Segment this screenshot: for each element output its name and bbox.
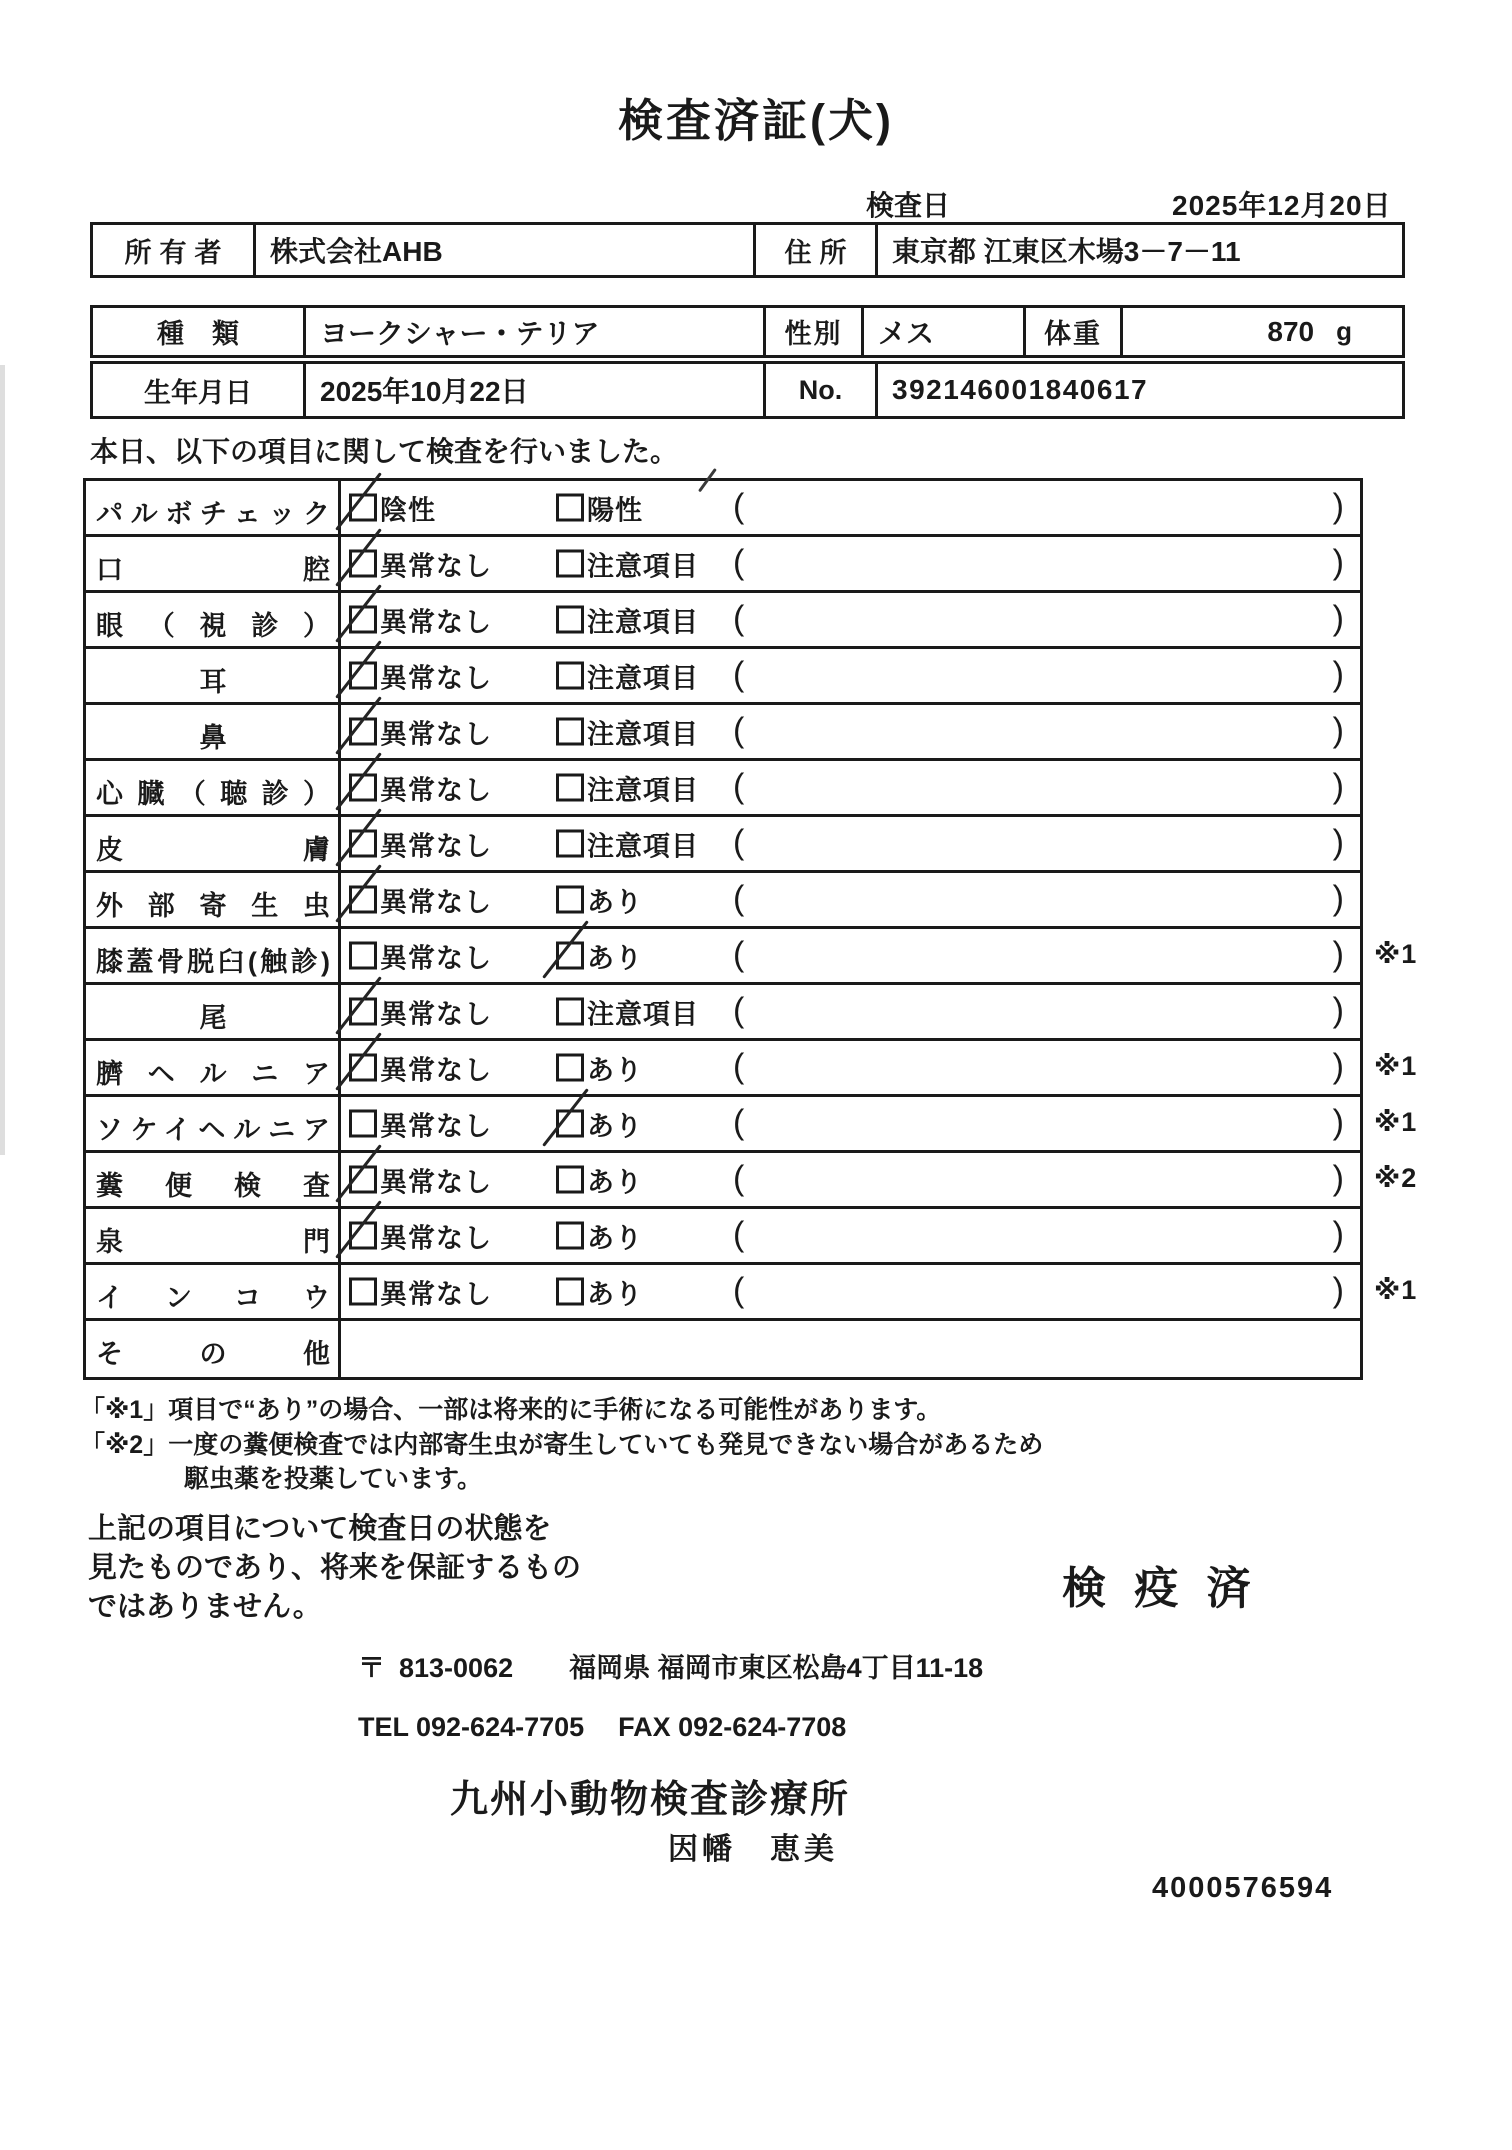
item-result [341, 761, 1360, 814]
checkbox-icon [556, 1222, 584, 1250]
option-2 [556, 880, 643, 919]
checklist-row [86, 1097, 1360, 1153]
item-name: 眼（視診） [86, 593, 341, 646]
paren-close: ) [1332, 935, 1344, 974]
option-label: あり [587, 1223, 643, 1253]
option-label: 異常なし [380, 551, 492, 581]
checkbox-icon [556, 606, 584, 634]
checklist-row [86, 1041, 1360, 1097]
item-result [341, 537, 1360, 590]
paren-close: ) [1332, 1271, 1344, 1310]
option-label: 注意項目 [587, 775, 699, 805]
item-name: インコウ [86, 1265, 341, 1318]
item-result [341, 1153, 1360, 1206]
checklist-row [86, 873, 1360, 929]
checklist-row [86, 1265, 1360, 1321]
paren-close: ) [1332, 1103, 1344, 1142]
option-label: 陰性 [380, 495, 436, 525]
checklist-row [86, 817, 1360, 873]
option-label: 異常なし [380, 831, 492, 861]
option-label: 異常なし [380, 663, 492, 693]
birthdate-label: 生年月日 [144, 377, 252, 408]
note-reference: ※1 [1374, 939, 1418, 969]
option-2 [556, 1104, 643, 1143]
option-2 [556, 992, 699, 1031]
checkbox-icon [349, 942, 377, 970]
footnote-2: 「※2」一度の糞便検査では内部寄生虫が寄生していても発見できない場合があるため [80, 1431, 1044, 1459]
option-1 [349, 600, 492, 639]
checkbox-icon [349, 1110, 377, 1138]
quarantine-stamp: 検 疫 済 [1062, 1564, 1259, 1613]
item-result [341, 1041, 1360, 1094]
paren-open: ( [733, 1159, 745, 1198]
checkbox-icon [556, 662, 584, 690]
checklist-row [86, 1321, 1360, 1377]
option-1 [349, 824, 492, 863]
paren-open: ( [733, 599, 745, 638]
item-result [341, 593, 1360, 646]
disclaimer-text [88, 1510, 581, 1627]
checkbox-icon [556, 1054, 584, 1082]
checklist-row [86, 705, 1360, 761]
disclaimer-line-3: ではありません。 [88, 1591, 322, 1623]
item-name: 鼻 [86, 705, 341, 758]
option-1 [349, 768, 492, 807]
checkbox-icon [556, 494, 584, 522]
item-name: 膝蓋骨脱臼(触診) [86, 929, 341, 982]
weight-cell [1120, 308, 1402, 355]
item-name: ソケイヘルニア [86, 1097, 341, 1150]
checkbox-icon [556, 1166, 584, 1194]
checklist-row [86, 985, 1360, 1041]
paren-open: ( [733, 711, 745, 750]
note-reference: ※1 [1374, 1275, 1418, 1305]
note-reference: ※2 [1374, 1163, 1418, 1193]
option-label: 注意項目 [587, 551, 699, 581]
intro-sentence: 本日、以下の項目に関して検査を行いました。 [90, 436, 679, 467]
checklist-row [86, 481, 1360, 537]
address-label: 住所 [753, 225, 875, 275]
item-result [341, 985, 1360, 1038]
paren-open: ( [733, 879, 745, 918]
item-result [341, 649, 1360, 702]
item-result [341, 929, 1360, 982]
paren-open: ( [733, 655, 745, 694]
item-name: 臍ヘルニア [86, 1041, 341, 1094]
paren-open: ( [733, 543, 745, 582]
option-1 [349, 936, 492, 975]
postal-code: 813-0062 [399, 1653, 514, 1683]
paren-open: ( [733, 935, 745, 974]
paren-close: ) [1332, 1215, 1344, 1254]
option-1 [349, 712, 492, 751]
paren-open: ( [733, 767, 745, 806]
option-2 [556, 1272, 643, 1311]
postal-mark-icon: 〒 [358, 1653, 385, 1683]
item-name: 泉門 [86, 1209, 341, 1262]
paren-close: ) [1332, 655, 1344, 694]
breed-label: 種類 [157, 319, 267, 349]
option-label: 注意項目 [587, 831, 699, 861]
checklist-row [86, 1209, 1360, 1265]
option-1 [349, 992, 492, 1031]
option-label: 異常なし [380, 1111, 492, 1141]
option-label: 異常なし [380, 1223, 492, 1253]
clinic-representative: 因幡 恵美 [668, 1833, 838, 1866]
option-1 [349, 544, 492, 583]
option-label: 注意項目 [587, 663, 699, 693]
item-name: 尾 [86, 985, 341, 1038]
option-label: あり [587, 943, 643, 973]
checkbox-icon [556, 1278, 584, 1306]
option-1 [349, 656, 492, 695]
paren-open: ( [733, 1103, 745, 1142]
breed-table [90, 305, 1405, 358]
scan-edge-artifact [0, 365, 5, 1155]
option-2 [556, 1048, 643, 1087]
checkbox-icon [556, 998, 584, 1026]
paren-open: ( [733, 1271, 745, 1310]
option-label: あり [587, 1167, 643, 1197]
sex-label: 性別 [763, 308, 861, 355]
item-name: パルボチェック [86, 481, 341, 534]
option-2 [556, 488, 643, 527]
inspection-date-value: 2025年12月20日 [1172, 190, 1392, 221]
item-result [341, 1265, 1360, 1318]
checkbox-icon [556, 550, 584, 578]
paren-close: ) [1332, 991, 1344, 1030]
weight-value: 870 [1267, 315, 1315, 347]
item-name: その他 [86, 1321, 341, 1377]
footnote-2-continued: 駆虫薬を投薬しています。 [184, 1465, 483, 1493]
option-label: あり [587, 887, 643, 917]
weight-label: 体重 [1023, 308, 1120, 355]
disclaimer-line-1: 上記の項目について検査日の状態を [88, 1513, 552, 1545]
item-result [341, 705, 1360, 758]
id-number-label: No. [763, 364, 875, 416]
birthdate-table [90, 361, 1405, 419]
breed-value: ヨークシャー・テリア [303, 308, 763, 355]
paren-close: ) [1332, 1159, 1344, 1198]
option-1 [349, 1216, 492, 1255]
paren-open: ( [733, 487, 745, 526]
option-label: 異常なし [380, 1279, 492, 1309]
item-result [341, 481, 1360, 534]
clinic-tel: TEL 092-624-7705 [358, 1712, 585, 1742]
item-result [341, 817, 1360, 870]
paren-close: ) [1332, 543, 1344, 582]
serial-number: 4000576594 [1152, 1872, 1334, 1904]
footnote-1: 「※1」項目で“あり”の場合、一部は将来的に手術になる可能性があります。 [80, 1396, 942, 1424]
item-name: 糞便検査 [86, 1153, 341, 1206]
paren-close: ) [1332, 823, 1344, 862]
option-1 [349, 1104, 492, 1143]
option-label: 異常なし [380, 943, 492, 973]
paren-close: ) [1332, 599, 1344, 638]
paren-close: ) [1332, 487, 1344, 526]
checklist-row [86, 929, 1360, 985]
option-1 [349, 488, 436, 527]
checkbox-icon [556, 774, 584, 802]
option-label: 異常なし [380, 607, 492, 637]
owner-label: 所有者 [124, 237, 230, 268]
owner-table [90, 222, 1405, 278]
option-2 [556, 1160, 643, 1199]
option-label: 注意項目 [587, 999, 699, 1029]
option-2 [556, 656, 699, 695]
disclaimer-line-2: 見たものであり、将来を保証するもの [88, 1552, 582, 1584]
checklist-row [86, 761, 1360, 817]
note-reference: ※1 [1374, 1107, 1418, 1137]
paren-close: ) [1332, 879, 1344, 918]
paren-open: ( [733, 991, 745, 1030]
option-2 [556, 824, 699, 863]
option-2 [556, 768, 699, 807]
document-title: 検査済証(犬) [618, 95, 894, 146]
option-2 [556, 712, 699, 751]
checklist-row [86, 593, 1360, 649]
option-label: 異常なし [380, 775, 492, 805]
clinic-address: 福岡県 福岡市東区松島4丁目11-18 [569, 1653, 984, 1683]
option-label: 異常なし [380, 887, 492, 917]
owner-name: 株式会社AHB [253, 225, 753, 275]
checkbox-icon [349, 1278, 377, 1306]
item-result [341, 873, 1360, 926]
paren-close: ) [1332, 767, 1344, 806]
item-name: 皮膚 [86, 817, 341, 870]
paren-open: ( [733, 1215, 745, 1254]
owner-address: 東京都 江東区木場3－7－11 [875, 225, 1402, 275]
item-result [341, 1321, 1360, 1377]
option-label: 注意項目 [587, 607, 699, 637]
paren-close: ) [1332, 711, 1344, 750]
paren-open: ( [733, 1047, 745, 1086]
item-result [341, 1209, 1360, 1262]
option-label: 異常なし [380, 999, 492, 1029]
inspection-date-label: 検査日 [866, 190, 951, 221]
option-2 [556, 936, 643, 975]
option-1 [349, 880, 492, 919]
item-name: 耳 [86, 649, 341, 702]
item-result [341, 1097, 1360, 1150]
option-label: 異常なし [380, 1167, 492, 1197]
checklist-row [86, 537, 1360, 593]
item-name: 心臓（聴診） [86, 761, 341, 814]
option-label: あり [587, 1279, 643, 1309]
item-name: 口腔 [86, 537, 341, 590]
option-1 [349, 1048, 492, 1087]
checklist-row [86, 649, 1360, 705]
birthdate-value: 2025年10月22日 [303, 364, 763, 416]
sex-value: メス [861, 308, 1023, 355]
option-label: あり [587, 1111, 643, 1141]
clinic-name: 九州小動物検査診療所 [450, 1779, 851, 1821]
clinic-tel-line [358, 1712, 846, 1743]
option-2 [556, 544, 699, 583]
checklist-row [86, 1153, 1360, 1209]
item-name: 外部寄生虫 [86, 873, 341, 926]
option-label: 異常なし [380, 1055, 492, 1085]
option-1 [349, 1160, 492, 1199]
checklist-table [83, 478, 1363, 1380]
checkbox-icon [556, 830, 584, 858]
id-number-value: 392146001840617 [875, 364, 1402, 416]
option-1 [349, 1272, 492, 1311]
weight-unit: g [1336, 316, 1352, 346]
option-label: 注意項目 [587, 719, 699, 749]
checkbox-icon [556, 718, 584, 746]
option-label: 陽性 [587, 495, 643, 525]
option-2 [556, 600, 699, 639]
option-label: あり [587, 1055, 643, 1085]
paren-close: ) [1332, 1047, 1344, 1086]
clinic-postal-line [358, 1646, 983, 1685]
option-label: 異常なし [380, 719, 492, 749]
checkbox-icon [556, 886, 584, 914]
option-2 [556, 1216, 643, 1255]
note-reference: ※1 [1374, 1051, 1418, 1081]
clinic-fax: FAX 092-624-7708 [618, 1712, 847, 1742]
paren-open: ( [733, 823, 745, 862]
